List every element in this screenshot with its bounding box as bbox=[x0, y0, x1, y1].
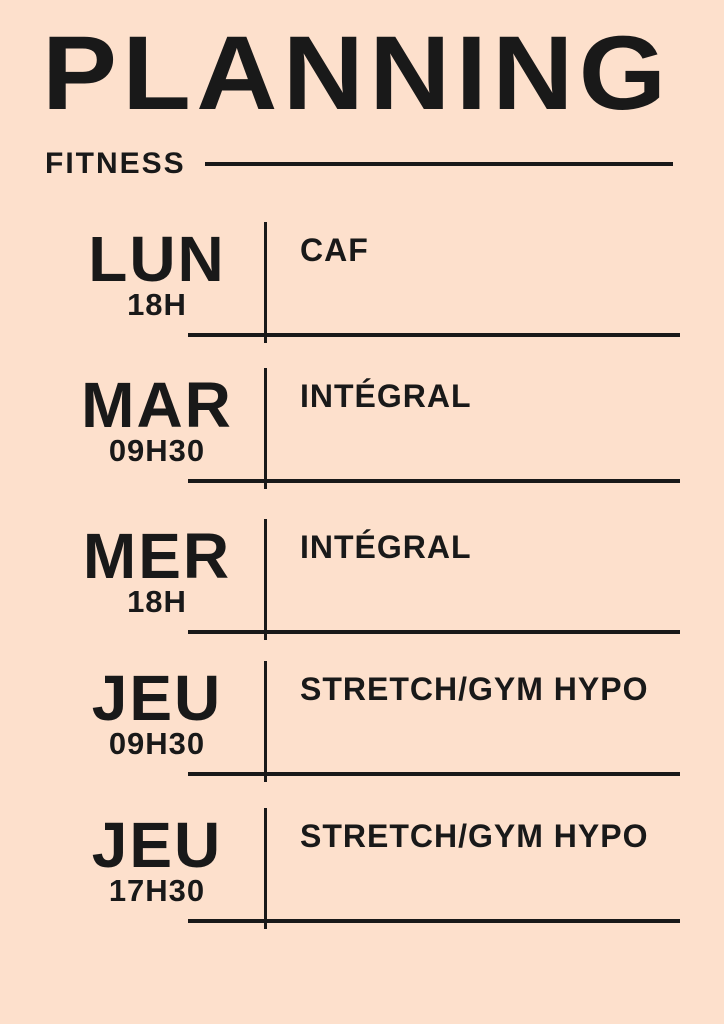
row-vertical-divider bbox=[264, 222, 267, 343]
row-underline bbox=[188, 479, 680, 483]
row-vertical-divider bbox=[264, 519, 267, 640]
time-label: 09H30 bbox=[108, 726, 206, 761]
activity-label: INTÉGRAL bbox=[300, 378, 472, 414]
day-label: JEU bbox=[91, 662, 223, 734]
subtitle-row bbox=[45, 144, 673, 184]
activity-label: INTÉGRAL bbox=[300, 529, 472, 565]
subtitle-divider-line bbox=[205, 162, 673, 166]
day-column bbox=[36, 809, 278, 908]
day-column bbox=[36, 662, 278, 761]
day-label: MAR bbox=[81, 369, 233, 441]
activity-label: CAF bbox=[300, 232, 369, 268]
time-label: 18H bbox=[127, 584, 187, 619]
row-underline bbox=[188, 630, 680, 634]
day-column bbox=[36, 223, 278, 322]
schedule-row-mer-18h bbox=[0, 519, 724, 644]
schedule-row-jeu-09h30 bbox=[0, 661, 724, 786]
row-underline bbox=[188, 333, 680, 337]
day-label: MER bbox=[82, 520, 232, 592]
day-column bbox=[36, 369, 278, 468]
row-vertical-divider bbox=[264, 808, 267, 929]
row-vertical-divider bbox=[264, 368, 267, 489]
row-underline bbox=[188, 772, 680, 776]
day-label: LUN bbox=[88, 223, 226, 295]
day-label: JEU bbox=[91, 809, 223, 881]
schedule-row-mar-09h30 bbox=[0, 368, 724, 493]
time-label: 09H30 bbox=[108, 433, 206, 468]
schedule-row-jeu-17h30 bbox=[0, 808, 724, 933]
row-underline bbox=[188, 919, 680, 923]
day-column bbox=[36, 520, 278, 619]
poster-subtitle: FITNESS bbox=[45, 147, 186, 180]
activity-label: STRETCH/GYM HYPO bbox=[300, 818, 649, 854]
time-label: 18H bbox=[127, 287, 187, 322]
schedule-row-lun-18h bbox=[0, 222, 724, 347]
activity-label: STRETCH/GYM HYPO bbox=[300, 671, 649, 707]
row-vertical-divider bbox=[264, 661, 267, 782]
poster-title: PLANNING bbox=[42, 15, 672, 132]
time-label: 17H30 bbox=[108, 873, 206, 908]
